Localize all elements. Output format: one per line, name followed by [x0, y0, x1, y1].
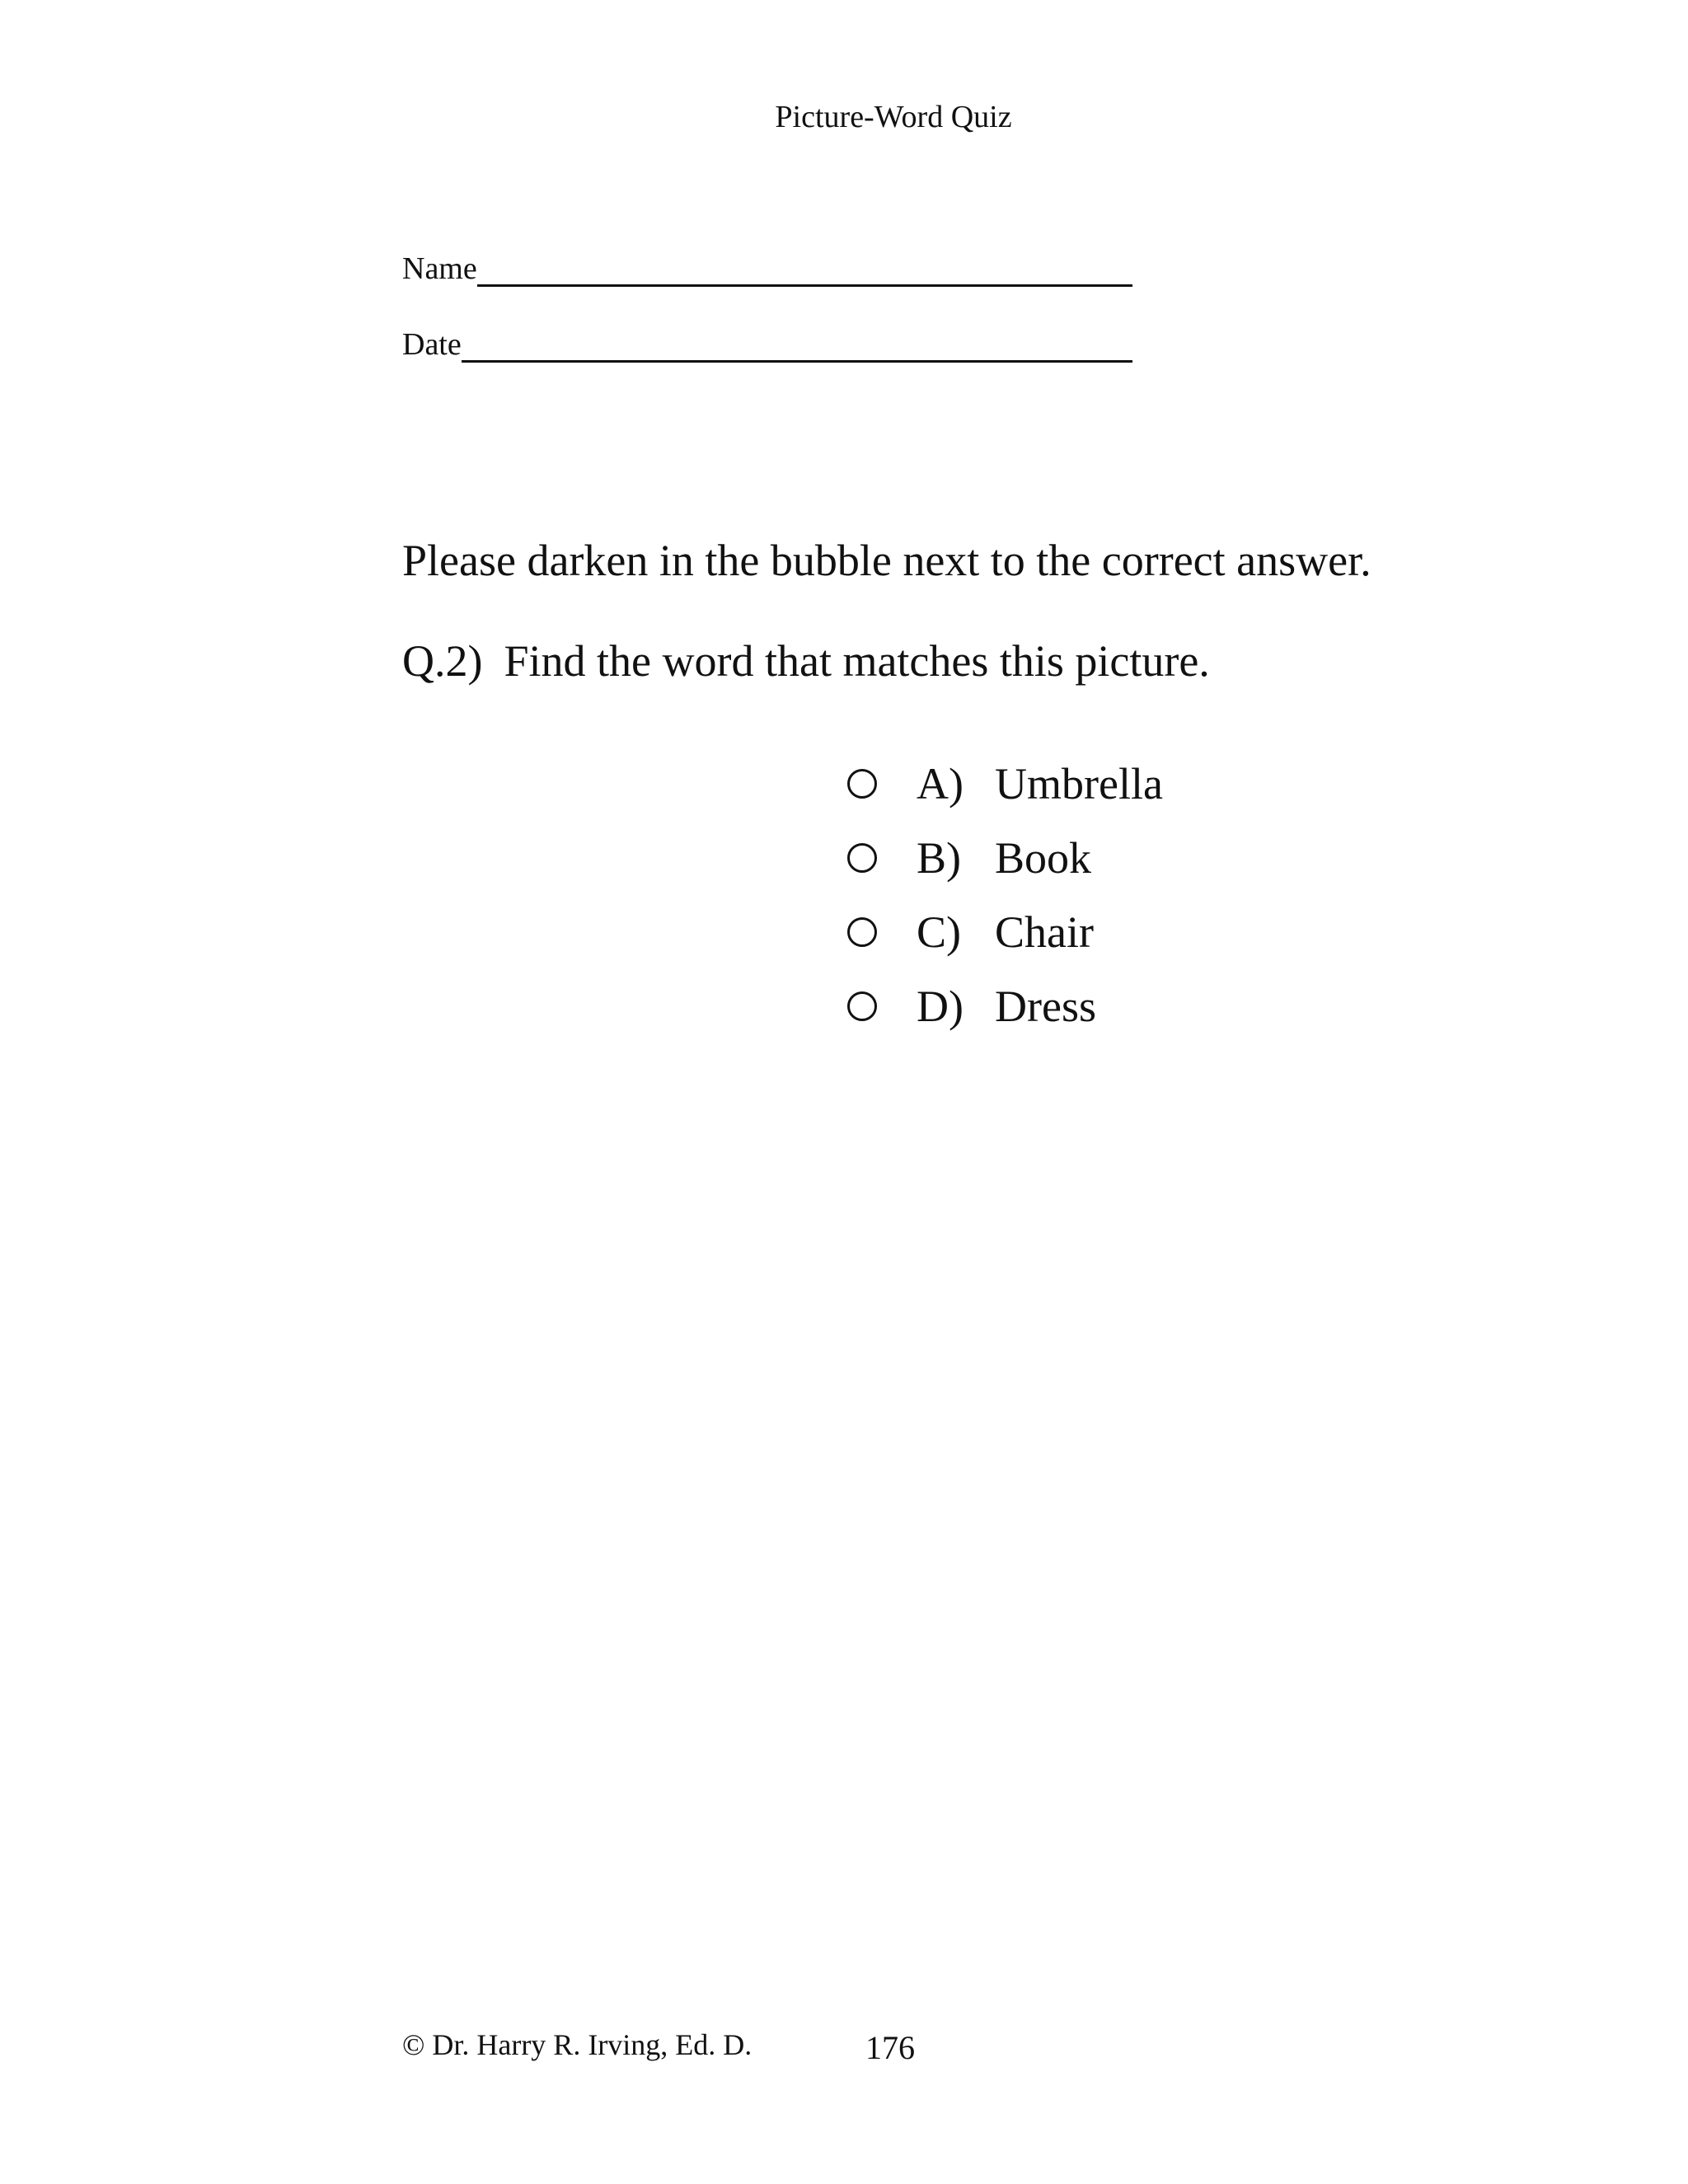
option-b[interactable] [847, 821, 1163, 895]
question-prompt [402, 635, 1210, 687]
bubble-icon[interactable] [847, 769, 877, 799]
copyright-footer: © Dr. Harry R. Irving, Ed. D. [402, 2028, 753, 2061]
name-field-row [402, 251, 1132, 287]
instructions-text: Please darken in the bubble next to the correct answer. [402, 536, 1372, 585]
option-d[interactable] [847, 969, 1163, 1043]
option-text: Dress [995, 982, 1096, 1031]
date-label: Date [402, 327, 462, 362]
page-header-title: Picture-Word Quiz [775, 100, 1012, 134]
option-letter: D) [917, 982, 964, 1031]
option-letter: A) [917, 759, 964, 808]
bubble-icon[interactable] [847, 843, 877, 873]
question-number: Q.2) [402, 636, 483, 686]
date-field-row [402, 326, 1132, 363]
name-blank-line[interactable] [477, 255, 1132, 287]
date-blank-line[interactable] [462, 330, 1132, 363]
option-text: Umbrella [995, 759, 1163, 808]
option-c[interactable] [847, 895, 1163, 969]
bubble-icon[interactable] [847, 917, 877, 947]
option-letter: B) [917, 833, 961, 883]
option-text: Chair [995, 907, 1094, 957]
option-letter: C) [917, 907, 961, 957]
name-label: Name [402, 251, 477, 286]
option-text: Book [995, 833, 1092, 883]
option-a[interactable] [847, 747, 1163, 821]
page-number: 176 [865, 2029, 915, 2066]
answer-options [847, 747, 1163, 1043]
question-text: Find the word that matches this picture. [504, 636, 1210, 686]
bubble-icon[interactable] [847, 991, 877, 1021]
